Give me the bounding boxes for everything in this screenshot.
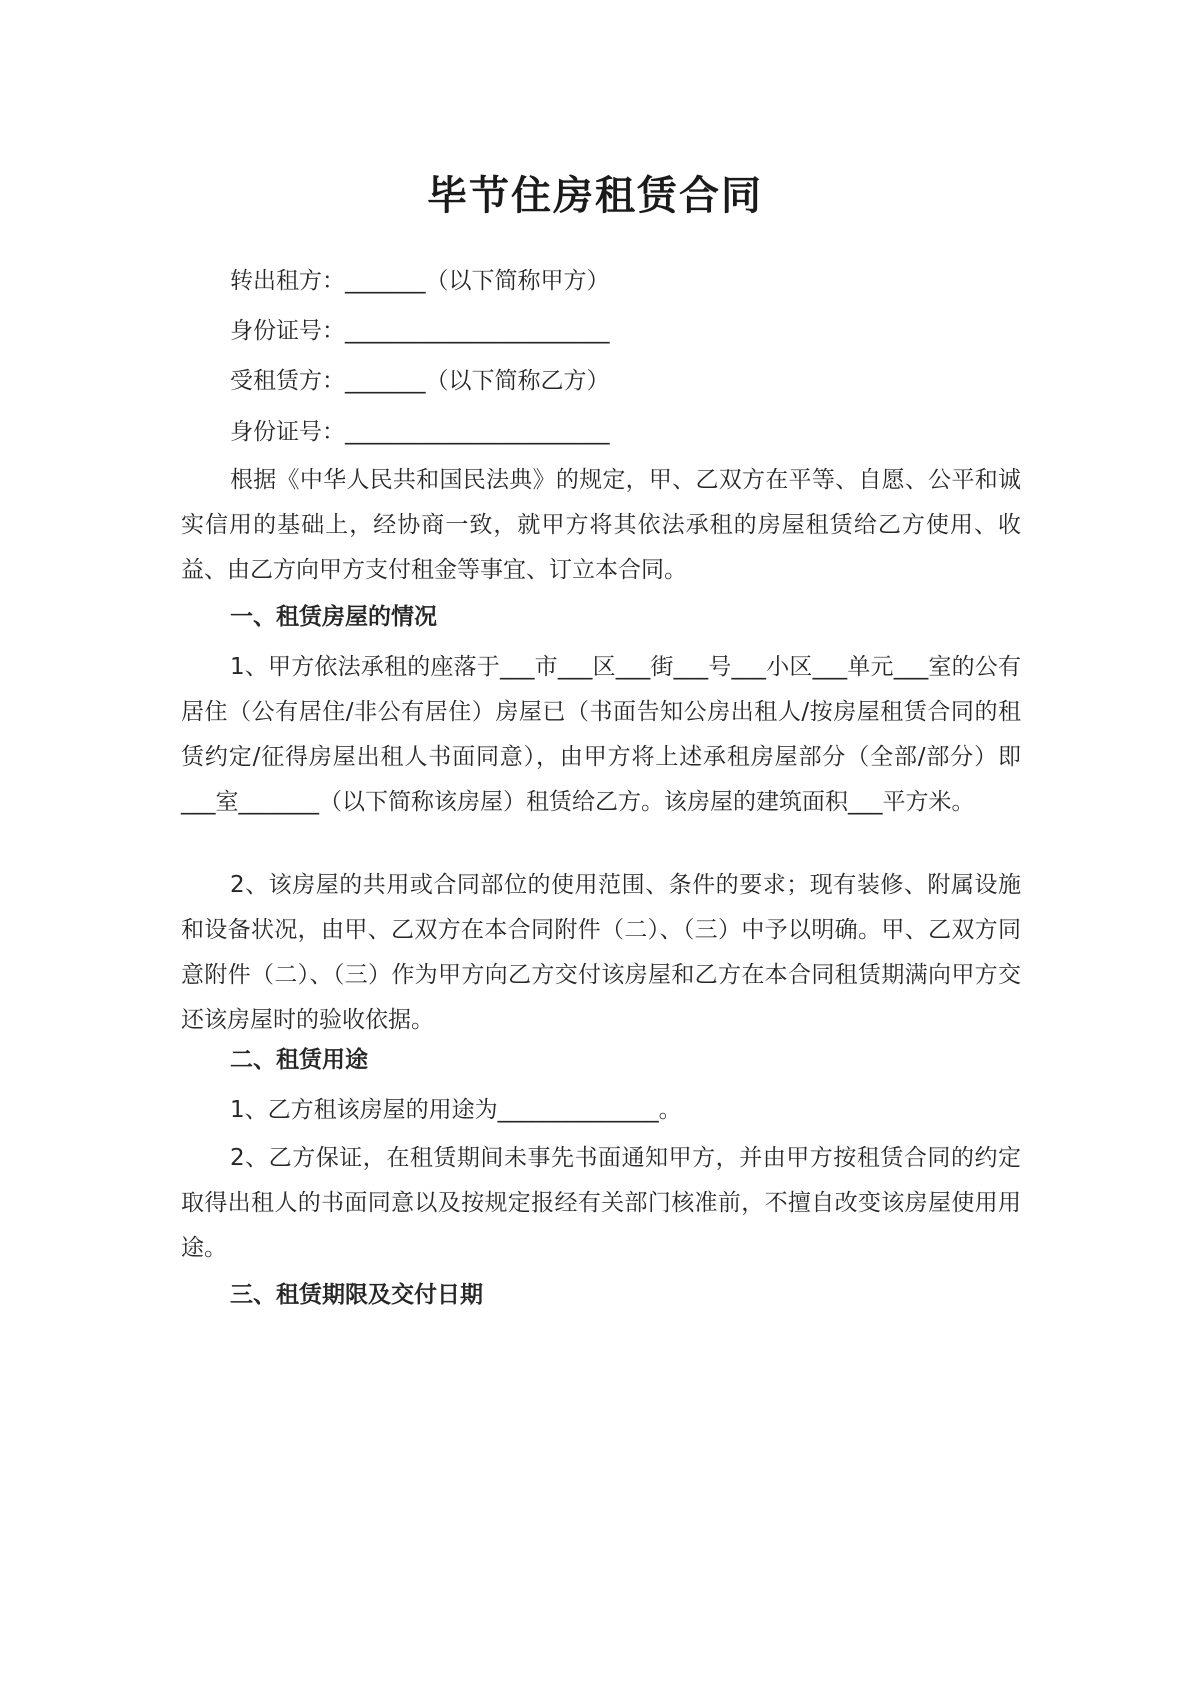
lessee-line: 受租赁方：_______（以下简称乙方） — [230, 368, 610, 394]
lessor-id-line: 身份证号：_______________________ — [230, 318, 610, 344]
section-heading-1: 一、租赁房屋的情况 — [230, 604, 437, 630]
clause-1-2: 2、该房屋的共用或合同部位的使用范围、条件的要求；现有装修、附属设施和设备状况，由甲、乙双方在本合同附件（二）、（三）中予以明确。甲、乙双方同意附件（二）、（三）作为甲方向乙方交付该房屋和乙方在本合同租赁期满向甲方交还该房屋时的验收依据。 — [181, 872, 1021, 1033]
lessor-line: 转出租方：_______（以下简称甲方） — [230, 268, 610, 294]
clause-1-1: 1、甲方依法承租的座落于___市___区___街___号___小区___单元___室的公有居住（公有居住/非公有居住）房屋已（书面告知公房出租人/按房屋租赁合同的租赁约定/征得房屋出租人书面同意），由甲方将上述承租房屋部分（全部/部分）即___室_______（以下简称该房屋）租赁给乙方。该房屋的建筑面积___平方米。 — [181, 654, 1021, 815]
clause-2-2: 2、乙方保证，在租赁期间未事先书面通知甲方，并由甲方按租赁合同的约定取得出租人的书面同意以及按规定报经有关部门核准前，不擅自改变该房屋使用用途。 — [181, 1145, 1021, 1261]
document-title: 毕节住房租赁合同 — [427, 173, 763, 219]
clause-2-1: 1、乙方租该房屋的用途为______________。 — [230, 1097, 682, 1123]
preamble-paragraph: 根据《中华人民共和国民法典》的规定，甲、乙双方在平等、自愿、公平和诚实信用的基础上，经协商一致，就甲方将其依法承租的房屋租赁给乙方使用、收益、由乙方向甲方支付租金等事宜、订立本合同。 — [181, 467, 1021, 583]
section-heading-2: 二、租赁用途 — [230, 1047, 368, 1073]
lessee-id-line: 身份证号：_______________________ — [230, 419, 610, 445]
section-heading-3: 三、租赁期限及交付日期 — [230, 1282, 483, 1308]
